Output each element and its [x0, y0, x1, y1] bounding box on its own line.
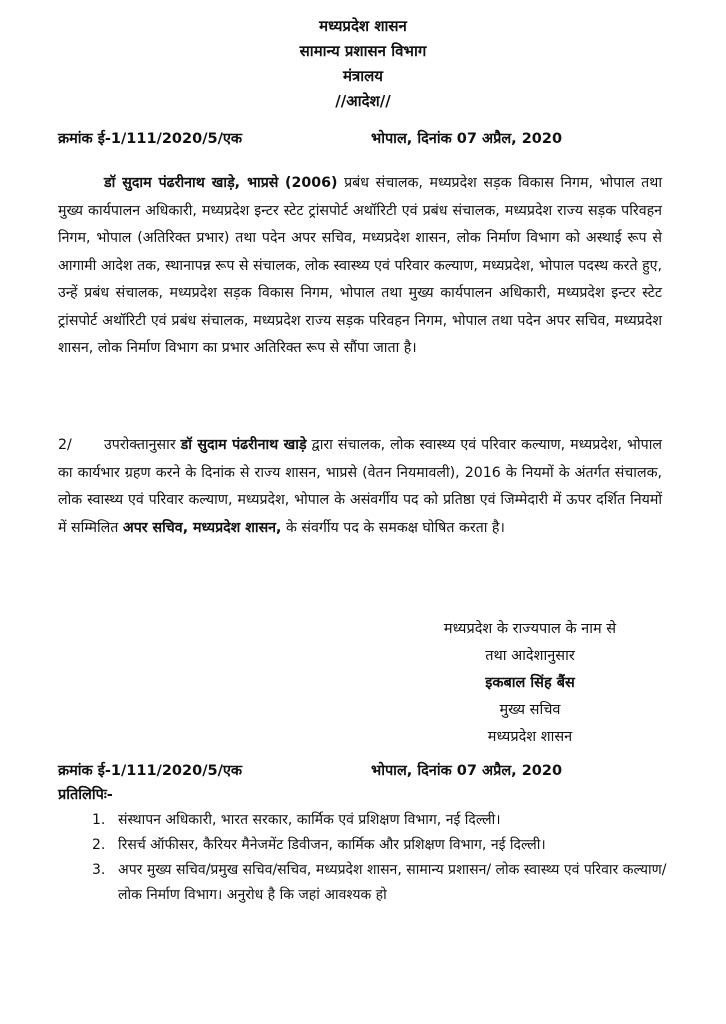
list-item: [80, 808, 680, 833]
signature-line-1: मध्यप्रदेश के राज्यपाल के नाम से: [443, 621, 617, 637]
signatory-designation: मुख्य सचिव: [499, 702, 561, 718]
item-number: 2.: [92, 837, 106, 853]
signature-block: [380, 616, 680, 751]
paragraph-1: [58, 170, 662, 363]
list-item: [80, 858, 680, 908]
item-text: रिसर्च ऑफीसर, कैरियर मैनेजमेंट डिवीजन, कार्मिक और प्रशिक्षण विभाग, नई दिल्ली।: [118, 837, 546, 853]
officer-name: डॉ सुदाम पंढरीनाथ खाड़े, भाप्रसे: [104, 175, 279, 191]
signatory-name: इकबाल सिंह बैंस: [485, 675, 575, 691]
paragraph-2-lead: उपरोक्तानुसार: [104, 437, 176, 453]
copy-order-number: क्रमांक ई-1/111/2020/5/एक: [58, 763, 243, 779]
item-text: संस्थापन अधिकारी, भारत सरकार, कार्मिक एवं प्रशिक्षण विभाग, नई दिल्ली।: [118, 812, 501, 828]
equivalent-post: अपर सचिव, मध्यप्रदेश शासन,: [122, 519, 282, 536]
govt-name: मध्यप्रदेश शासन: [319, 17, 407, 35]
item-number: 3.: [92, 862, 106, 878]
copy-heading: प्रतिलिपिः-: [58, 787, 113, 803]
order-date: भोपाल, दिनांक 07 अप्रैल, 2020: [371, 131, 563, 147]
order-number: क्रमांक ई-1/111/2020/5/एक: [58, 131, 243, 147]
signatory-office: मध्यप्रदेश शासन: [487, 729, 573, 745]
signature-line-2: तथा आदेशानुसार: [485, 648, 575, 664]
department-name: सामान्य प्रशासन विभाग: [299, 42, 427, 60]
paragraph-2-text-a: द्वारा संचालक, लोक स्वास्थ्य एवं परिवार कल्याण, मध्यप्रदेश, भोपाल का कार्यभार ग्रहण करने के दिनांक से राज्य शासन, भाप्रसे (वेतन नियमावली), 2016 के नियमों के अंतर्गत संचालक, लोक स्वास्थ्य एवं परिवार कल्याण, मध्यप्रदेश, भोपाल के असंवर्गीय पद को प्रतिष्ठा एवं जिम्मेदारी में ऊपर दर्शित नियमों में सम्मिलित: [58, 437, 662, 536]
paragraph-2: [58, 432, 662, 542]
batch-year: (2006): [285, 175, 338, 191]
paragraph-number: 2/: [58, 437, 72, 453]
officer-name-2: डॉ सुदाम पंढरीनाथ खाड़े: [180, 437, 307, 453]
item-text: अपर मुख्य सचिव/प्रमुख सचिव/सचिव, मध्यप्रदेश शासन, सामान्य प्रशासन/ लोक स्वास्थ्य एवं परिवार कल्याण/लोक निर्माण विभाग। अनुरोध है कि जहां आवश्यक हो: [118, 862, 667, 903]
paragraph-2-text-b: के संवर्गीय पद के समकक्ष घोषित करता है।: [285, 519, 505, 536]
list-item: [80, 833, 680, 858]
copy-recipient-list: [80, 808, 680, 908]
copy-order-date: भोपाल, दिनांक 07 अप्रैल, 2020: [371, 763, 563, 779]
document-header: [0, 14, 726, 114]
item-number: 1.: [92, 812, 106, 828]
order-title: //आदेश//: [335, 92, 391, 110]
paragraph-1-text: प्रबंध संचालक, मध्यप्रदेश सड़क विकास निगम, भोपाल तथा मुख्य कार्यपालन अधिकारी, मध्यप्रदेश इन्टर स्टेट ट्रांसपोर्ट अथॉरिटी एवं प्रबंध संचालक, मध्यप्रदेश राज्य सड़क परिवहन निगम, भोपाल (अतिरिक्त प्रभार) तथा पदेन अपर सचिव, मध्यप्रदेश शासन, लोक निर्माण विभाग को अस्थाई रूप से आगामी आदेश तक, स्थानापन्न रूप से संचालक, लोक स्वास्थ्य एवं परिवार कल्याण, मध्यप्रदेश, भोपाल पदस्थ करते हुए, उन्हें प्रबंध संचालक, मध्यप्रदेश सड़क विकास निगम, भोपाल तथा मुख्य कार्यपालन अधिकारी, मध्यप्रदेश इन्टर स्टेट ट्रांसपोर्ट अथॉरिटी एवं प्रबंध संचालक, मध्यप्रदेश राज्य सड़क परिवहन निगम, भोपाल तथा पदेन अपर सचिव, मध्यप्रदेश शासन, लोक निर्माण विभाग का प्रभार अतिरिक्त रूप से सौंपा जाता है।: [58, 175, 662, 356]
ministry-name: मंत्रालय: [342, 67, 383, 85]
